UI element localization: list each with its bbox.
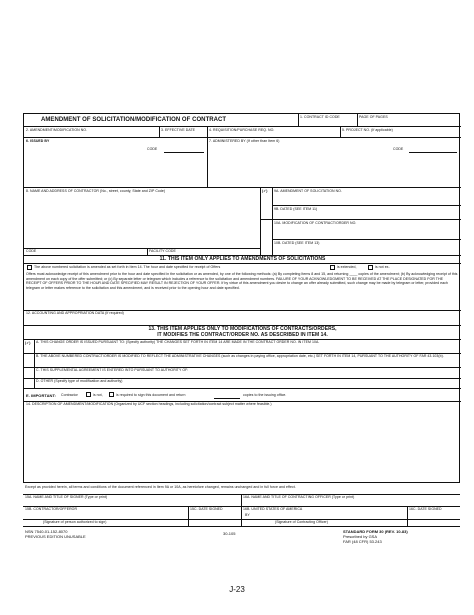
box16c-label: 16C. DATE SIGNED xyxy=(409,507,442,511)
box9a-label: 9A. AMENDMENT OF SOLICITATION NO. xyxy=(274,189,342,193)
item13c-label: C. THIS SUPPLEMENTAL AGREEMENT IS ENTERED INTO PURSUANT TO AUTHORITY OF: xyxy=(36,368,189,372)
facility-code-label: FACILITY CODE xyxy=(149,249,176,253)
box2-label: 2. AMENDMENT/MODIFICATION NO. xyxy=(26,128,88,132)
standard-form-label: STANDARD FORM 30 (REV. 10-83) xyxy=(343,529,408,534)
box15c-label: 15C. DATE SIGNED xyxy=(190,507,223,511)
item11-line1: The above numbered solicitation is amended as set forth in Item 14. The hour and date specified for receipt of Offers xyxy=(34,265,221,269)
copies-label: copies to the issuing office. xyxy=(243,393,287,397)
box15a-label: 15A. NAME AND TITLE OF SIGNER (Type or print) xyxy=(25,495,108,499)
is-not-extended-label: is not ex- xyxy=(375,265,390,269)
box6-label: 6. ISSUED BY xyxy=(26,139,50,143)
previous-edition-text: PREVIOUS EDITION UNUSABLE xyxy=(25,534,86,539)
box14-label: 14. DESCRIPTION OF AMENDMENT/MODIFICATION (Organized by UCF section headings, including solicitation/contract subject matter where feasible.) xyxy=(26,402,272,406)
box3-label: 3. EFFECTIVE DATE xyxy=(161,128,196,132)
officer-signature-caption: (Signature of Contracting Officer) xyxy=(275,520,328,524)
box1-label: 1. CONTRACT ID CODE xyxy=(300,115,340,119)
box5-label: 5. PROJECT NO. (If applicable) xyxy=(342,128,393,132)
item11-checkbox[interactable] xyxy=(27,265,32,270)
item13-check-col: (✓) xyxy=(25,341,31,345)
is-not-checkbox[interactable] xyxy=(86,392,91,397)
box9-check-col: (✓) xyxy=(262,189,268,193)
item13b-label: B. THE ABOVE NUMBERED CONTRACT/ORDER IS MODIFIED TO REFLECT THE ADMINISTRATIVE CHANGES (such as changes in paying office, appropriation date, etc.) SET FORTH IN ITEM 14, PURSUANT TO THE AUTHORITY OF FAR 43.103(b). xyxy=(36,354,444,358)
except-text: Except as provided herein, all terms and conditions of the document referenced in Item 9A or 10A, as heretofore changed, remains unchanged and in full force and effect. xyxy=(25,485,296,489)
far-reference: FAR (48 CFR) 53.243 xyxy=(343,539,382,544)
item11-instructions: Offers must acknowledge receipt of this amendment prior to the hour and date specified in the solicitation or as amended, by one of the following methods: (a) By completing Items 8 and 15, and returning ____ copies of the amendment; (b) By acknowledging receipt of this amendment on each copy of the offer submitted; or (c) By separate letter or telegram which includes a reference to the solicitation and amendment numbers. FAILURE OF YOUR ACKNOWLEDGMENT TO BE RECEIVED AT THE PLACE DESIGNATED FOR THE RECEIPT OF OFFERS PRIOR TO THE HOUR AND DATE SPECIFIED MAY RESULT IN REJECTION OF YOUR OFFER. If by virtue of this amendment you desire to change an offer already submitted, such change may be made by telegram or letter, provided each telegram or letter makes reference to the solicitation and this amendment, and is received prior to the opening hour and date specified. xyxy=(26,272,458,290)
box16b-label: 16B. UNITED STATES OF AMERICA xyxy=(243,507,303,511)
is-required-label: is required to sign this document and return xyxy=(116,393,186,397)
form-code-number: 30-105 xyxy=(223,531,236,536)
box4-label: 4. REQUISITION/PURCHASE REQ. NO. xyxy=(209,128,275,132)
is-required-checkbox[interactable] xyxy=(109,392,114,397)
is-extended-label: is extended, xyxy=(337,265,357,269)
box12-label: 12. ACCOUNTING AND APPROPRIATION DATA (If required) xyxy=(26,311,124,315)
contractor-label: Contractor xyxy=(61,393,78,397)
item13d-label: D. OTHER (Specify type of modification and authority) xyxy=(36,379,123,383)
box10a-label: 10A. MODIFICATION OF CONTRACT/ORDER NO. xyxy=(274,221,357,225)
page-of-pages-label: PAGE OF PAGES xyxy=(359,115,388,119)
box8-label: 8. NAME AND ADDRESS OF CONTRACTOR (No., street, county, State and ZIP Code) xyxy=(26,189,166,193)
item13a-label: A. THIS CHANGE ORDER IS ISSUED PURSUANT TO: (Specify authority) THE CHANGES SET FORTH IN ITEM 14 ARE MADE IN THE CONTRACT ORDER NO. IN ITEM 10A. xyxy=(36,340,320,344)
item13-header-line2: IT MODIFIES THE CONTRACT/ORDER NO. AS DESCRIBED IN ITEM 14. xyxy=(157,332,328,338)
box9b-label: 9B. DATED (SEE ITEM 11) xyxy=(274,207,318,211)
box7-label: 7. ADMINISTERED BY (If other than Item 6) xyxy=(209,139,280,143)
box15b-label: 15B. CONTRACTOR/OFFEROR xyxy=(25,507,78,511)
box16a-label: 16A. NAME AND TITLE OF CONTRACTING OFFICER (Type or print) xyxy=(243,495,355,499)
box6-code-label: CODE xyxy=(147,147,158,151)
nsn-text: NSN 7540-01-152-8070 xyxy=(25,529,68,534)
is-not-label: is not, xyxy=(93,393,103,397)
is-not-extended-checkbox[interactable] xyxy=(368,265,373,270)
box7-code-label: CODE xyxy=(393,147,404,151)
by-label: BY xyxy=(245,513,250,517)
page-number: J-23 xyxy=(229,585,245,594)
item13-header-line1: 13. THIS ITEM APPLIES ONLY TO MODIFICATIONS OF CONTRACTS/ORDERS, xyxy=(148,326,337,332)
contractor-code-label: CODE xyxy=(26,249,37,253)
prescribed-by-label: Prescribed by GSA xyxy=(343,534,378,539)
form-title: AMENDMENT OF SOLICITATION/MODIFICATION OF CONTRACT xyxy=(41,117,227,123)
amendment-form xyxy=(23,113,460,483)
is-extended-checkbox[interactable] xyxy=(330,265,335,270)
box10b-label: 10B. DATED (SEE ITEM 13) xyxy=(274,241,320,245)
item11-header: 11. THIS ITEM ONLY APPLIES TO AMENDMENTS OF SOLICITATIONS xyxy=(159,256,326,262)
contractor-signature-caption: (Signature of person authorized to sign) xyxy=(43,520,107,524)
important-label: E. IMPORTANT: xyxy=(26,393,56,398)
